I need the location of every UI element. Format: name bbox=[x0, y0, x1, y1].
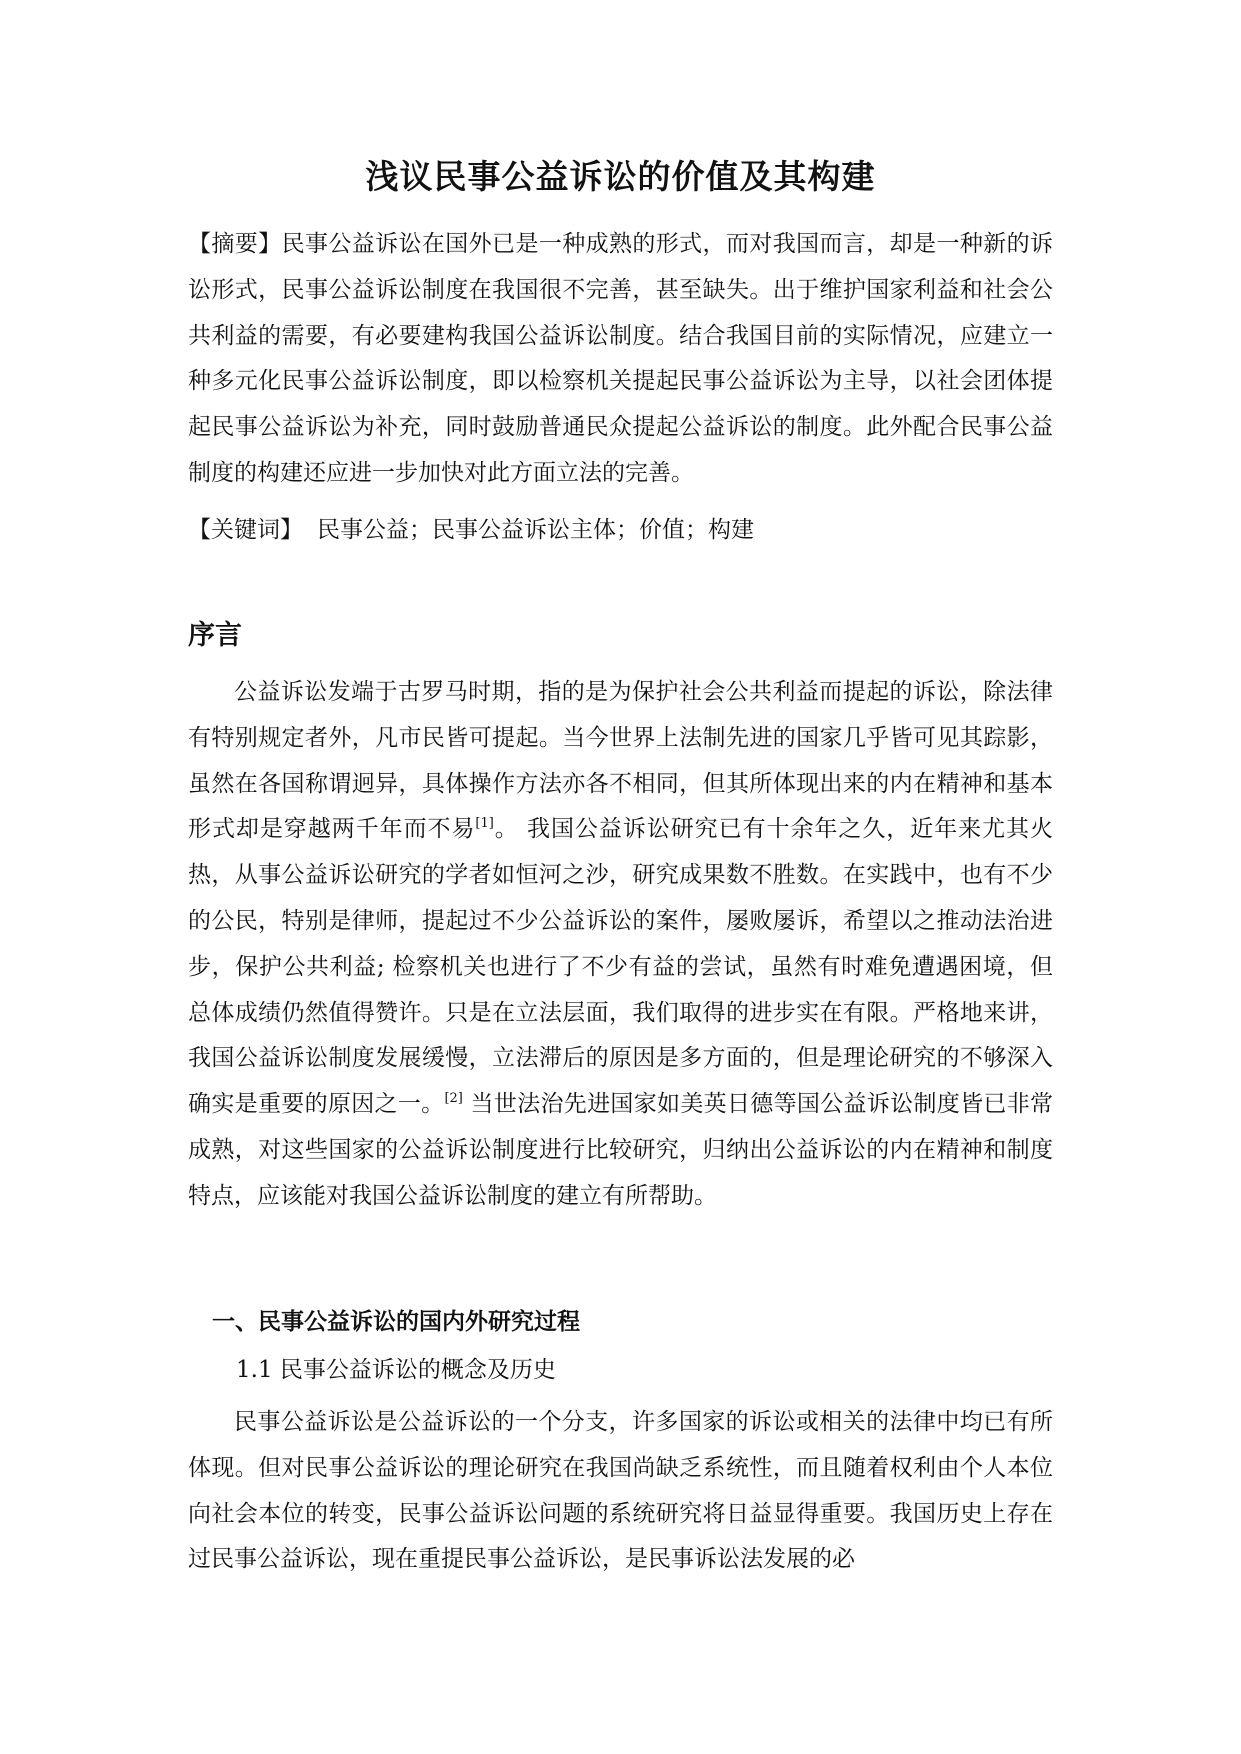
citation-ref-2: [2] bbox=[444, 1091, 463, 1107]
abstract bbox=[188, 222, 1053, 497]
preface-text-3: 当世法治先进国家如美英日德等国公益诉讼制度皆已非常成熟，对这些国家的公益诉讼制度进行比较研究，归纳出公益诉讼的内在精神和制度特点，应该能对我国公益诉讼制度的建立有所帮助。 bbox=[188, 1091, 1054, 1209]
abstract-label: 【摘要】 bbox=[188, 231, 282, 257]
preface-text-2: 。 我国公益诉讼研究已有十余年之久，近年来尤其火热，从事公益诉讼研究的学者如恒河之沙，研究成果数不胜数。在实践中，也有不少的公民，特别是律师，提起过不少公益诉讼的案件，屡败屡诉，希望以之推动法治进步，保护公共利益; 检察机关也进行了不少有益的尝试，虽然有时难免遭遇困境，但总体成绩仍然值得赞许。只是在立法层面，我们取得的进步实在有限。严格地来讲，我国公益诉讼制度发展缓慢，立法滞后的原因是多方面的，但是理论研究的不够深入确实是重要的原因之一。 bbox=[188, 816, 1053, 1118]
keywords-text: 民事公益；民事公益诉讼主体；价值；构建 bbox=[317, 517, 754, 543]
preface-paragraph bbox=[188, 670, 1053, 1220]
subsection-1-1-paragraph: 民事公益诉讼是公益诉讼的一个分支，许多国家的诉讼或相关的法律中均已有所体现。但对民事公益诉讼的理论研究在我国尚缺乏系统性，而且随着权利由个人本位向社会本位的转变，民事公益诉讼问题的系统研究将日益显得重要。我国历史上存在过民事公益诉讼，现在重提民事公益诉讼，是民事诉讼法发展的必 bbox=[188, 1409, 1053, 1573]
preface-text-1: 公益诉讼发端于古罗马时期，指的是为保护社会公共利益而提起的诉讼，除法律有特别规定者外，凡市民皆可提起。当今世界上法制先进的国家几乎皆可见其踪影，虽然在各国称谓迥异，具体操作方法亦各不相同，但其所体现出来的内在精神和基本形式却是穿越两千年而不易 bbox=[188, 679, 1053, 843]
keywords bbox=[188, 508, 1053, 554]
subsection-1-1-heading: 1.1 民事公益诉讼的概念及历史 bbox=[236, 1357, 556, 1383]
preface-heading: 序言 bbox=[188, 620, 242, 651]
section-1-heading: 一、民事公益诉讼的国内外研究过程 bbox=[212, 1309, 580, 1335]
citation-ref-1: [1] bbox=[475, 816, 494, 832]
keywords-label: 【关键词】 bbox=[188, 517, 303, 543]
paper-title: 浅议民事公益诉讼的价值及其构建 bbox=[365, 157, 876, 196]
abstract-text: 民事公益诉讼在国外已是一种成熟的形式，而对我国而言，却是一种新的诉讼形式，民事公益诉讼制度在我国很不完善，甚至缺失。出于维护国家利益和社会公共利益的需要，有必要建构我国公益诉讼制度。结合我国目前的实际情况，应建立一种多元化民事公益诉讼制度，即以检察机关提起民事公益诉讼为主导，以社会团体提起民事公益诉讼为补充，同时鼓励普通民众提起公益诉讼的制度。此外配合民事公益制度的构建还应进一步加快对此方面立法的完善。 bbox=[188, 231, 1054, 486]
